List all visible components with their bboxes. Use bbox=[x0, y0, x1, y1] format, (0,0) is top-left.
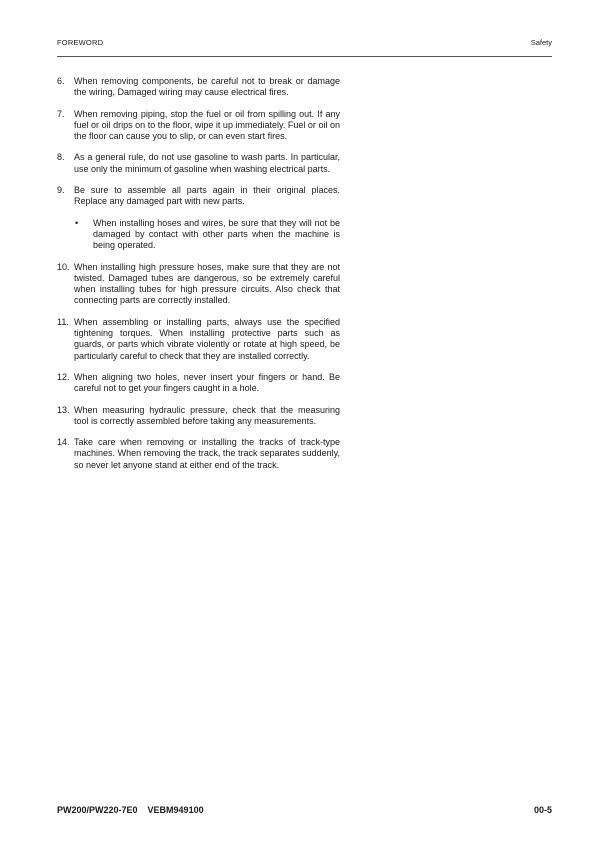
sub-bullet-item bbox=[74, 218, 340, 252]
item-text: Take care when removing or installing the tracks of track-type machines. When removing the track, the track separates suddenly, so never let anyone stand at either end of the track. bbox=[74, 437, 340, 470]
footer-model: PW200/PW220-7E0 bbox=[57, 805, 138, 815]
item-text: When removing components, be careful not to break or damage the wiring, Damaged wiring may cause electrical fires. bbox=[74, 76, 340, 98]
safety-instructions-list bbox=[57, 76, 340, 481]
item-text: Be sure to assemble all parts again in their original places. Replace any damaged part with new parts. bbox=[74, 185, 340, 207]
bullet-text: When installing hoses and wires, be sure that they will not be damaged by contact with other parts when the machine is being operated. bbox=[93, 217, 340, 251]
item-text: As a general rule, do not use gasoline to wash parts. In particular, use only the minimum of gasoline when washing electrical parts. bbox=[74, 152, 340, 174]
item-number: 7. bbox=[57, 108, 65, 119]
list-item-9 bbox=[57, 185, 340, 208]
header-topic: Safety bbox=[530, 38, 552, 47]
list-item-7 bbox=[57, 109, 340, 143]
list-item-12 bbox=[57, 372, 340, 395]
item-number: 10. bbox=[57, 261, 70, 272]
item-number: 11. bbox=[57, 316, 69, 327]
bullet-symbol: • bbox=[75, 217, 79, 228]
item-number: 9. bbox=[57, 185, 65, 196]
header-section-title: FOREWORD bbox=[57, 38, 104, 47]
item-number: 8. bbox=[57, 152, 65, 163]
list-item-14 bbox=[57, 437, 340, 471]
list-item-6 bbox=[57, 76, 340, 99]
item-number: 12. bbox=[57, 371, 70, 382]
item-text: When removing piping, stop the fuel or oil from spilling out. If any fuel or oil drips on to the floor, wipe it up immediately. Fuel or oil on the floor can cause you to slip, or can even start fires. bbox=[74, 108, 340, 142]
page-number: 00-5 bbox=[533, 805, 552, 815]
list-item-8 bbox=[57, 152, 340, 175]
item-number: 6. bbox=[57, 76, 65, 86]
item-number: 13. bbox=[57, 404, 70, 415]
list-item-10 bbox=[57, 262, 340, 307]
footer-document-id bbox=[57, 805, 204, 815]
footer-doc-code: VEBM949100 bbox=[147, 805, 204, 815]
item-number: 14. bbox=[57, 437, 70, 448]
item-text: When aligning two holes, never insert your fingers or hand. Be careful not to get your fingers caught in a hole. bbox=[74, 371, 340, 394]
item-text: When measuring hydraulic pressure, check that the measuring tool is correctly assembled before taking any measurements. bbox=[74, 404, 340, 426]
header-divider bbox=[57, 56, 552, 57]
item-text: When assembling or installing parts, always use the specified tightening torques. When installing protective parts such as guards, or parts which vibrate violently or rotate at high speed, be particularly careful to check that they are installed correctly. bbox=[74, 316, 340, 361]
list-item-13 bbox=[57, 405, 340, 428]
list-item-11 bbox=[57, 317, 340, 362]
item-text: When installing high pressure hoses, make sure that they are not twisted. Damaged tubes are dangerous, so be extremely careful when installing tubes for high pressure circuits. Also check that connecting parts are correctly installed. bbox=[74, 261, 340, 306]
